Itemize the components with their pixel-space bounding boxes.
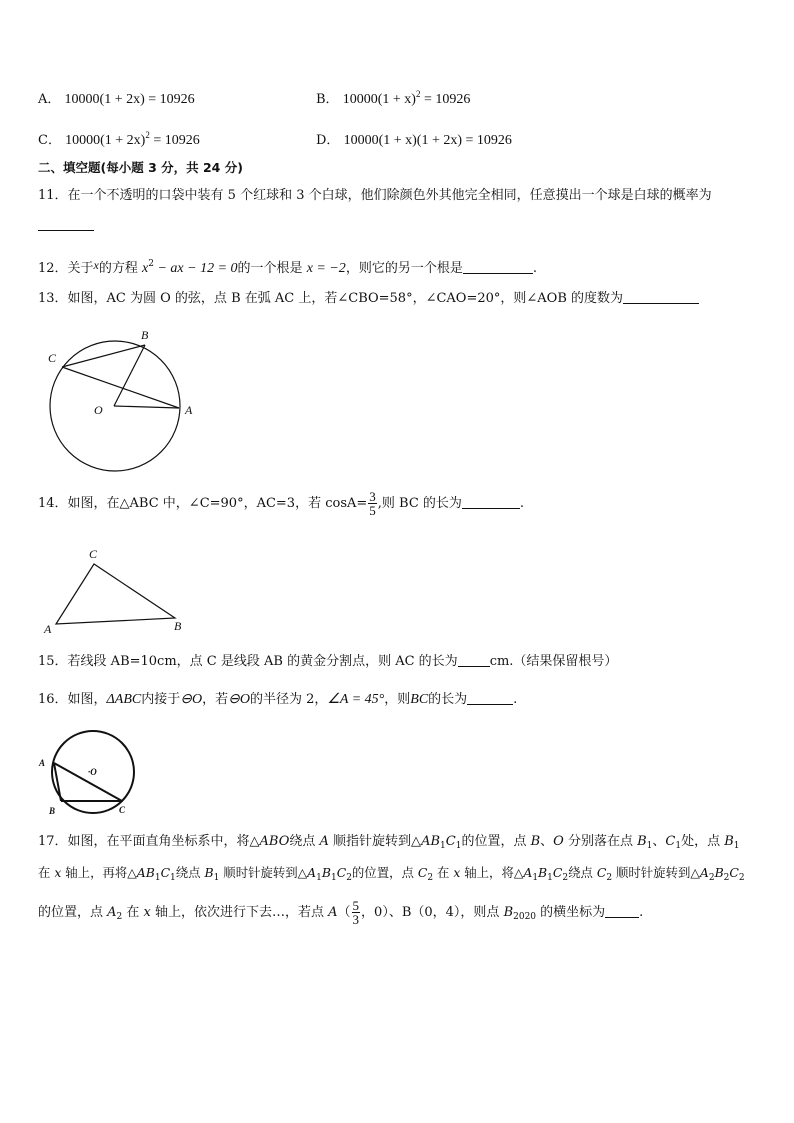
answer-blank-17[interactable] [605,903,639,918]
option-d-letter: D． [316,133,340,148]
question-11-answer-line [38,216,94,236]
question-15: 15．若线段 AB=10cm，点 C 是线段 AB 的黄金分割点，则 AC 的长为 cm.（结果保留根号） [38,654,618,669]
figure-16-circle [36,726,142,818]
option-a [38,88,195,108]
chord-ca [62,367,179,408]
question-14: 14．如图，在△ABC 中，∠C=90°，AC=3，若 cosA= $\frac{3}{5}$ ,则 BC 的长为 . [38,489,525,518]
answer-blank-14[interactable] [462,494,520,509]
question-17-line-2: 在 x 轴上，再将$\triangle AB_1C_1$绕点 $B_1$ 顺时针旋转到$\triangle A_1B_1C_2$的位置，点 $C_2$ 在 x 轴上，将$\triangle A_1B_1C_2$绕点 $C_2$ 顺时针旋转到$\triangle A_2B_2C_2$ [38,865,745,883]
fraction-5-3: $\frac{5}{3}$ [352,898,360,927]
label-o: O [94,403,103,417]
label-b: B [174,619,182,633]
label-a: A [185,403,193,417]
segment-ab [54,763,61,801]
label-b: B [49,806,56,816]
answer-blank-11[interactable] [38,216,94,231]
option-d [316,129,512,149]
label-o: ·O [88,767,97,777]
label-b: B [141,328,149,342]
question-12: 12．关于x的方程 $x^2$ − ax − 12 = 0的一个根是 x = −2，则它的另一个根是 . [38,258,537,276]
option-c [38,129,200,149]
question-11 [38,186,712,206]
option-b-expr: $10000(1 + x)^2 = 10926$ [342,89,471,107]
question-11-text: 11．在一个不透明的口袋中装有 5 个红球和 3 个白球，他们除颜色外其他完全相同，任意摸出一个球是白球的概率为 [38,188,712,203]
answer-blank-12[interactable] [463,259,533,274]
segment-cb [62,345,145,367]
option-c-letter: C． [38,133,61,148]
option-d-expr: 10000(1 + x)(1 + 2x) = 10926 [343,133,512,148]
option-b [316,88,470,108]
label-a: A [44,622,52,636]
label-a: A [39,758,46,768]
label-c: C [48,351,57,365]
label-c: C [119,805,126,815]
question-13-text: 13．如图，AC 为圆 O 的弦，点 B 在弧 AC 上，若∠CBO=58°，∠CAO=20°，则∠AOB 的度数为 [38,291,624,306]
question-17-line-1: 17．如图，在平面直角坐标系中，将△ABO绕点 A 顺指针旋转到$\triangle AB_1C_1$的位置，点 B、O 分别落在点 $B_1$、$C_1$处，点 $B_1$ [38,834,740,851]
option-b-letter: B． [316,92,339,107]
answer-blank-15[interactable] [458,652,490,667]
option-a-letter: A． [38,92,61,107]
question-17-line-3: 的位置，点 $A_2$ 在 x 轴上，依次进行下去…，若点 A（ $\frac{5}{3}$ ，0）、B（0，4），则点 $B_{2020}$ 的横坐标为 . [38,898,644,927]
section-title: 二、填空题(每小题 3 分，共 24 分) [38,160,243,175]
figure-13-circle [40,326,193,476]
question-16: 16．如图，ΔABC内接于⊖O，若⊖O的半径为 2，∠A = 45°，则BC的长为 . [38,692,518,707]
fraction-3-5: $\frac{3}{5}$ [369,489,376,518]
answer-blank-13[interactable] [623,289,699,304]
question-13 [38,289,699,309]
option-c-expr: $10000(1 + 2x)^2 = 10926$ [65,130,200,148]
label-c: C [89,547,98,561]
segment-oa [114,406,179,408]
figure-14-triangle [40,545,200,640]
option-a-expr: 10000(1 + 2x) = 10926 [64,92,195,107]
triangle-abc [56,564,175,624]
segment-bo [114,345,145,406]
answer-blank-16[interactable] [467,690,513,705]
